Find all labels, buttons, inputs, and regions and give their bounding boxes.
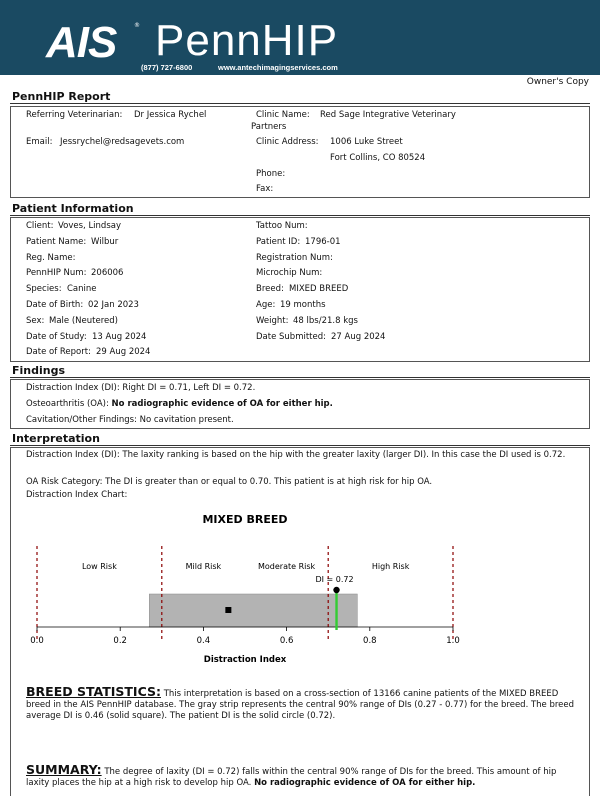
patient-field-value: 206006 — [91, 268, 124, 279]
ref-vet-value: Dr Jessica Rychel — [134, 110, 207, 120]
findings-oa-label: Osteoarthritis (OA): — [26, 399, 109, 409]
interpretation-p1: Distraction Index (DI): The laxity ranking is based on the hip with the greater laxity (larger DI). In this case the DI used is 0.72. — [26, 450, 566, 460]
ref-vet-label: Referring Veterinarian: — [26, 110, 123, 120]
clinic-name-label: Clinic Name: — [256, 110, 310, 120]
findings-cavitation: Cavitation/Other Findings: No cavitation present. — [26, 415, 234, 425]
patient-field-value: Voves, Lindsay — [58, 221, 121, 231]
x-tick-label-3: 0.6 — [279, 636, 294, 646]
patient-field-label: Registration Num: — [256, 252, 333, 263]
patient-field-value: 48 lbs/21.8 kgs — [293, 315, 358, 326]
findings-title: Findings — [12, 364, 66, 377]
clinic-address-line2: Fort Collins, CO 80524 — [330, 153, 426, 163]
pennhip-logo: PennHIP — [155, 16, 339, 65]
breed-range-strip — [149, 594, 357, 627]
x-tick-label-5: 1.0 — [446, 636, 460, 646]
email-value[interactable]: Jessrychel@redsagevets.com — [60, 137, 185, 147]
patient-field-label: PennHIP Num: — [26, 268, 87, 279]
patient-field-value: MIXED BREED — [289, 284, 349, 295]
patient-field-label: Breed: — [256, 284, 284, 295]
patient-field-label: Date of Birth: — [26, 300, 84, 310]
phone-label: Phone: — [256, 169, 286, 179]
report-title: PennHIP Report — [12, 90, 111, 103]
risk-zone-label-1: Mild Risk — [185, 562, 222, 571]
patient-field-value: 27 Aug 2024 — [331, 331, 386, 342]
patient-field-label: Age: — [256, 300, 276, 310]
patient-field-label: Reg. Name: — [26, 252, 76, 263]
breed-average-square — [225, 607, 231, 613]
patient-field-value: Canine — [67, 284, 97, 295]
patient-field-label: Client: — [26, 221, 54, 231]
interpretation-title: Interpretation — [12, 432, 100, 445]
patient-title: Patient Information — [12, 202, 134, 215]
summary — [26, 764, 578, 789]
x-axis-label: Distraction Index — [203, 655, 287, 665]
patient-field-value: 29 Aug 2024 — [96, 347, 151, 358]
patient-field-value: 02 Jan 2023 — [88, 300, 139, 310]
patient-field-value: 19 months — [280, 300, 326, 310]
breed-statistics-heading: BREED STATISTICS: — [26, 684, 161, 699]
patient-field-label: Tattoo Num: — [256, 221, 308, 231]
patient-field-label: Weight: — [256, 315, 289, 326]
findings-di: Distraction Index (DI): Right DI = 0.71, Left DI = 0.72. — [26, 383, 256, 393]
summary-heading: SUMMARY: — [26, 762, 102, 777]
risk-zone-label-2: Moderate Risk — [258, 562, 316, 571]
patient-field-label: Microchip Num: — [256, 268, 323, 279]
patient-field-value: 13 Aug 2024 — [92, 331, 147, 342]
summary-text: The degree of laxity (DI = 0.72) falls within the central 90% range of DIs for the breed. This amount of hip laxity places the hip at a high risk to develop hip OA. — [26, 767, 557, 788]
clinic-address-line1: 1006 Luke Street — [330, 137, 403, 147]
interpretation-p3: Distraction Index Chart: — [26, 490, 128, 500]
x-tick-label-1: 0.2 — [113, 636, 127, 646]
owners-copy-label: Owner's Copy — [526, 77, 589, 87]
patient-field-label: Species: — [26, 284, 62, 295]
fax-label: Fax: — [256, 184, 274, 194]
patient-field-value: Male (Neutered) — [49, 315, 118, 326]
clinic-name-value: Red Sage Integrative Veterinary — [320, 110, 456, 120]
risk-zone-label-0: Low Risk — [81, 562, 117, 571]
patient-field-label: Sex: — [26, 315, 45, 326]
patient-field-label: Date of Report: — [26, 347, 91, 358]
patient-field-label: Patient ID: — [256, 236, 301, 247]
email-label: Email: — [26, 137, 53, 147]
clinic-name-value2: Partners — [251, 122, 287, 132]
x-tick-label-0: 0.0 — [30, 636, 44, 646]
risk-zone-label-3: High Risk — [371, 562, 410, 571]
patient-di-label: DI = 0.72 — [315, 575, 354, 584]
summary-text-bold: No radiographic evidence of OA for either hip. — [254, 778, 476, 788]
patient-field-value: 1796-01 — [305, 236, 341, 247]
registered-mark: ® — [134, 22, 140, 29]
x-tick-label-4: 0.8 — [363, 636, 377, 646]
patient-di-circle — [333, 587, 339, 593]
header-phone: (877) 727-6800 — [141, 63, 193, 72]
patient-field-label: Patient Name: — [26, 236, 87, 247]
x-tick-label-2: 0.4 — [196, 636, 211, 646]
clinic-address-label: Clinic Address: — [256, 137, 319, 147]
patient-field-label: Date Submitted: — [256, 331, 326, 342]
ais-logo: AIS — [46, 18, 117, 67]
chart-title: MIXED BREED — [202, 513, 288, 526]
breed-statistics-text: This interpretation is based on a cross-section of 13166 canine patients of the MIXED BREED breed in the AIS PennHIP database. The gray strip represents the central 90% range of DIs (0.27 - 0.77) for the breed. The breed average DI is 0.46 (solid square). The patient DI is the solid circle (0.72). — [26, 689, 575, 721]
interpretation-p2: OA Risk Category: The DI is greater than or equal to 0.70. This patient is at high risk for hip OA. — [26, 477, 433, 487]
patient-field-value: Wilbur — [91, 236, 119, 247]
findings-oa-value: No radiographic evidence of OA for either hip. — [111, 399, 333, 409]
breed-statistics — [26, 686, 578, 722]
patient-field-label: Date of Study: — [26, 331, 87, 342]
header-website[interactable]: www.antechimagingservices.com — [218, 63, 338, 72]
